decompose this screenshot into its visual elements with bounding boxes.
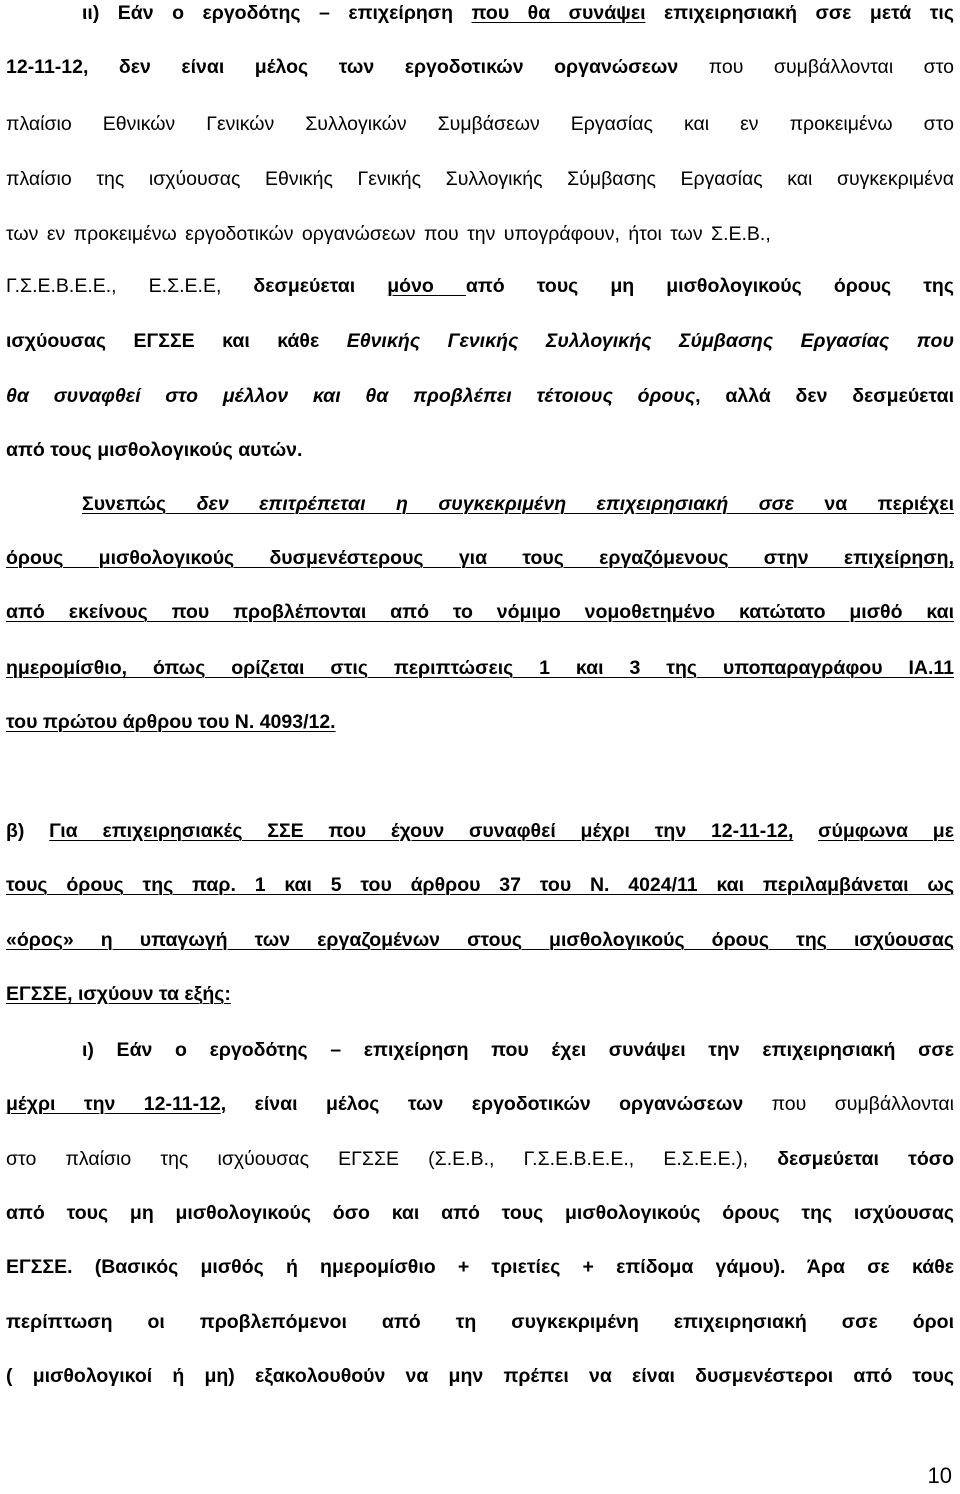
text-line	[6, 709, 336, 735]
text-run: «όρος» η υπαγωγή των εργαζομένων στους μισθολογικούς όρους της ισχύουσας	[6, 929, 954, 951]
text-run: ι) Εάν ο εργοδότης – επιχείρηση που έχει συνάψει την επιχειρησιακή σσε	[82, 1039, 954, 1061]
text-run: ΕΓΣΣΕ. (Βασικός μισθός ή ημερομίσθιο + τριετίες + επίδομα γάμου). Άρα σε κάθε	[6, 1256, 954, 1278]
text-line	[6, 0, 954, 26]
text-run: Γ.Σ.Ε.Β.Ε.Ε., Ε.Σ.Ε.Ε,	[6, 275, 254, 297]
text-run: δεσμεύεται τόσο	[777, 1148, 954, 1170]
text-run: ( μισθολογικοί ή μη) εξακολουθούν να μην πρέπει να είναι δυσμενέστεροι από τους	[6, 1365, 954, 1387]
text-run	[793, 820, 818, 842]
text-run: δεσμεύεται	[253, 275, 388, 297]
text-run: του πρώτου άρθρου του Ν. 4093/12.	[6, 711, 336, 733]
text-run: ιι) Εάν ο εργοδότης – επιχείρηση	[82, 2, 472, 24]
text-run: Για επιχειρησιακές ΣΣΕ που έχουν συναφθεί μέχρι την 12-11-12,	[49, 820, 794, 842]
text-line	[6, 872, 954, 898]
text-line	[6, 545, 954, 571]
text-run: δεν επιτρέπεται η συγκεκριμένη επιχειρησιακή σσε	[196, 493, 794, 515]
text-line	[6, 655, 954, 681]
text-line	[6, 1146, 954, 1172]
text-line	[6, 927, 954, 953]
text-run: ισχύουσας ΕΓΣΣΕ και κάθε	[6, 330, 347, 352]
text-line	[6, 599, 954, 625]
text-run: που συμβάλλονται στο	[678, 56, 954, 78]
text-run: σύμφωνα με	[818, 820, 954, 842]
text-run: πλαίσιο Εθνικών Γενικών Συλλογικών Συμβάσεων Εργασίας και εν προκειμένω στο	[6, 113, 954, 135]
text-run: , είναι μέλος των εργοδοτικών οργανώσεων	[220, 1093, 744, 1115]
text-line	[6, 1091, 954, 1117]
text-line	[6, 1037, 954, 1063]
text-run: ημερομίσθιο, όπως ορίζεται στις περιπτώσεις 1 και 3 της υποπαραγράφου ΙΑ.11	[6, 657, 954, 679]
text-line	[6, 111, 954, 137]
text-run: μόνο	[387, 275, 466, 297]
page-number: 10	[927, 1463, 952, 1488]
text-line	[6, 491, 954, 517]
text-run: από τους μη μισθολογικούς όσο και από τους μισθολογικούς όρους της ισχύουσας	[6, 1202, 954, 1224]
text-line	[6, 221, 771, 247]
text-run: περίπτωση οι προβλεπόμενοι από τη συγκεκριμένη επιχειρησιακή σσε όροι	[6, 1311, 954, 1333]
text-line	[6, 54, 954, 80]
text-run: επιχειρησιακή σσε μετά τις	[645, 2, 954, 24]
text-line	[6, 383, 954, 409]
text-run: από τους μη μισθολογικούς όρους της	[465, 275, 954, 297]
text-run: τους όρους της παρ. 1 και 5 του άρθρου 37 του Ν. 4024/11 και περιλαμβάνεται ως	[6, 874, 954, 896]
text-line	[6, 273, 954, 299]
text-run: που θα συνάψει	[471, 2, 646, 24]
text-run: πλαίσιο της ισχύουσας Εθνικής Γενικής Συλλογικής Σύμβασης Εργασίας και συγκεκριμένα	[6, 168, 954, 190]
text-run: , αλλά δεν δεσμεύεται	[695, 385, 954, 407]
text-run: Εθνικής Γενικής Συλλογικής Σύμβασης Εργασίας που	[346, 330, 954, 352]
text-run: των εν προκειμένω εργοδοτικών οργανώσεων που την υπογράφουν, ήτοι των Σ.Ε.Β.,	[6, 223, 771, 245]
text-line	[6, 328, 954, 354]
text-run: από τους μισθολογικούς αυτών.	[6, 439, 303, 461]
text-run: β)	[6, 820, 50, 842]
text-run: 12-11-12, δεν είναι μέλος των εργοδοτικών οργανώσεων	[6, 56, 679, 78]
text-run: μέχρι την 12-11-12	[6, 1093, 221, 1115]
text-line	[6, 981, 231, 1007]
text-line	[6, 1363, 954, 1389]
text-run: Συνεπώς	[82, 493, 197, 515]
text-line	[6, 1254, 954, 1280]
text-run: όρους μισθολογικούς δυσμενέστερους για τους εργαζόμενους στην επιχείρηση,	[6, 547, 954, 569]
text-run: από εκείνους που προβλέπονται από το νόμιμο νομοθετημένο κατώτατο μισθό και	[6, 601, 954, 623]
text-run: να περιέχει	[793, 493, 954, 515]
text-run: στο πλαίσιο της ισχύουσας ΕΓΣΣΕ (Σ.Ε.Β., Γ.Σ.Ε.Β.Ε.Ε., Ε.Σ.Ε.Ε.),	[6, 1148, 778, 1170]
text-run: ΕΓΣΣΕ, ισχύουν τα εξής:	[6, 983, 231, 1005]
text-line	[6, 437, 302, 463]
text-line	[6, 1309, 954, 1335]
text-line	[6, 818, 954, 844]
text-run: θα συναφθεί στο μέλλον και θα προβλέπει τέτοιους όρους	[6, 385, 696, 407]
text-line	[6, 1200, 954, 1226]
text-run: που συμβάλλονται	[743, 1093, 955, 1115]
text-line	[6, 166, 954, 192]
